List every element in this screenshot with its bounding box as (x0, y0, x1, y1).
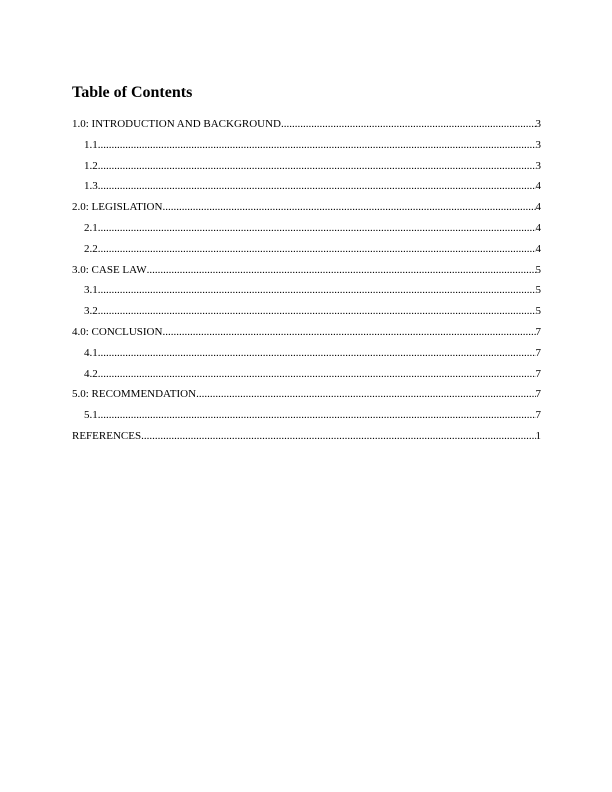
toc-entry-label: 3.0: CASE LAW (72, 263, 147, 276)
toc-entry-page: 5 (535, 305, 541, 318)
toc-entry-label: 4.1 (84, 346, 98, 359)
toc-entry-conclusion[interactable] (72, 324, 541, 345)
toc-entry-4-1[interactable] (72, 345, 541, 366)
toc-dot-leader (98, 303, 536, 319)
toc-entry-1-3[interactable] (72, 178, 541, 199)
toc-dot-leader (98, 178, 536, 194)
toc-entry-label: 4.0: CONCLUSION (72, 325, 163, 338)
toc-entry-page: 7 (535, 409, 541, 422)
toc-dot-leader (196, 386, 535, 402)
toc-entry-2-2[interactable] (72, 241, 541, 262)
toc-entry-label: 2.2 (84, 242, 98, 255)
toc-dot-leader (281, 116, 536, 132)
toc-dot-leader (98, 220, 536, 236)
toc-entry-recommendation[interactable] (72, 386, 541, 407)
toc-entry-label: 5.1 (84, 409, 98, 422)
toc-dot-leader (98, 366, 536, 382)
toc-dot-leader (162, 199, 535, 215)
toc-entry-3-1[interactable] (72, 282, 541, 303)
toc-entry-label: 4.2 (84, 367, 98, 380)
toc-dot-leader (147, 262, 536, 278)
toc-entry-page: 3 (535, 138, 541, 151)
toc-entry-page: 7 (535, 346, 541, 359)
toc-entry-label: 1.0: INTRODUCTION AND BACKGROUND (72, 118, 281, 130)
toc-entry-2-1[interactable] (72, 220, 541, 241)
toc-dot-leader (98, 137, 536, 153)
toc-entry-page: 5 (535, 263, 541, 276)
toc-entry-label: 3.1 (84, 284, 98, 297)
toc-dot-leader (98, 158, 536, 174)
toc-entry-label: REFERENCES (72, 429, 142, 442)
toc-entry-page: 4 (535, 201, 541, 214)
toc-entry-label: 1.2 (84, 159, 98, 172)
toc-entry-label: 5.0: RECOMMENDATION (72, 388, 197, 401)
toc-entry-1-1[interactable] (72, 137, 541, 158)
toc-entry-page: 4 (535, 221, 541, 234)
toc-entry-page: 5 (535, 284, 541, 297)
toc-entry-label: 2.0: LEGISLATION (72, 201, 163, 214)
toc-entry-references[interactable] (72, 428, 541, 449)
toc-entry-introduction[interactable] (72, 116, 541, 137)
toc-dot-leader (98, 241, 536, 257)
toc-dot-leader (162, 324, 535, 340)
toc-dot-leader (141, 428, 535, 444)
toc-dot-leader (98, 345, 536, 361)
toc-entry-legislation[interactable] (72, 199, 541, 220)
toc-title: Table of Contents (72, 84, 193, 101)
toc-entry-label: 1.3 (84, 180, 98, 193)
toc-list (72, 116, 541, 449)
toc-entry-page: 7 (535, 367, 541, 380)
toc-entry-label: 2.1 (84, 221, 98, 234)
toc-dot-leader (98, 282, 536, 298)
toc-dot-leader (98, 407, 536, 423)
toc-entry-page: 3 (535, 159, 541, 172)
toc-entry-page: 7 (535, 388, 541, 401)
toc-entry-5-1[interactable] (72, 407, 541, 428)
toc-entry-case-law[interactable] (72, 262, 541, 283)
toc-entry-page: 4 (535, 180, 541, 193)
toc-entry-page: 7 (535, 325, 541, 338)
toc-entry-page: 1 (535, 429, 541, 442)
toc-entry-page: 3 (535, 118, 541, 130)
toc-entry-label: 3.2 (84, 305, 98, 318)
toc-entry-3-2[interactable] (72, 303, 541, 324)
toc-entry-1-2[interactable] (72, 158, 541, 179)
toc-entry-page: 4 (535, 242, 541, 255)
toc-entry-label: 1.1 (84, 138, 98, 151)
toc-entry-4-2[interactable] (72, 366, 541, 387)
